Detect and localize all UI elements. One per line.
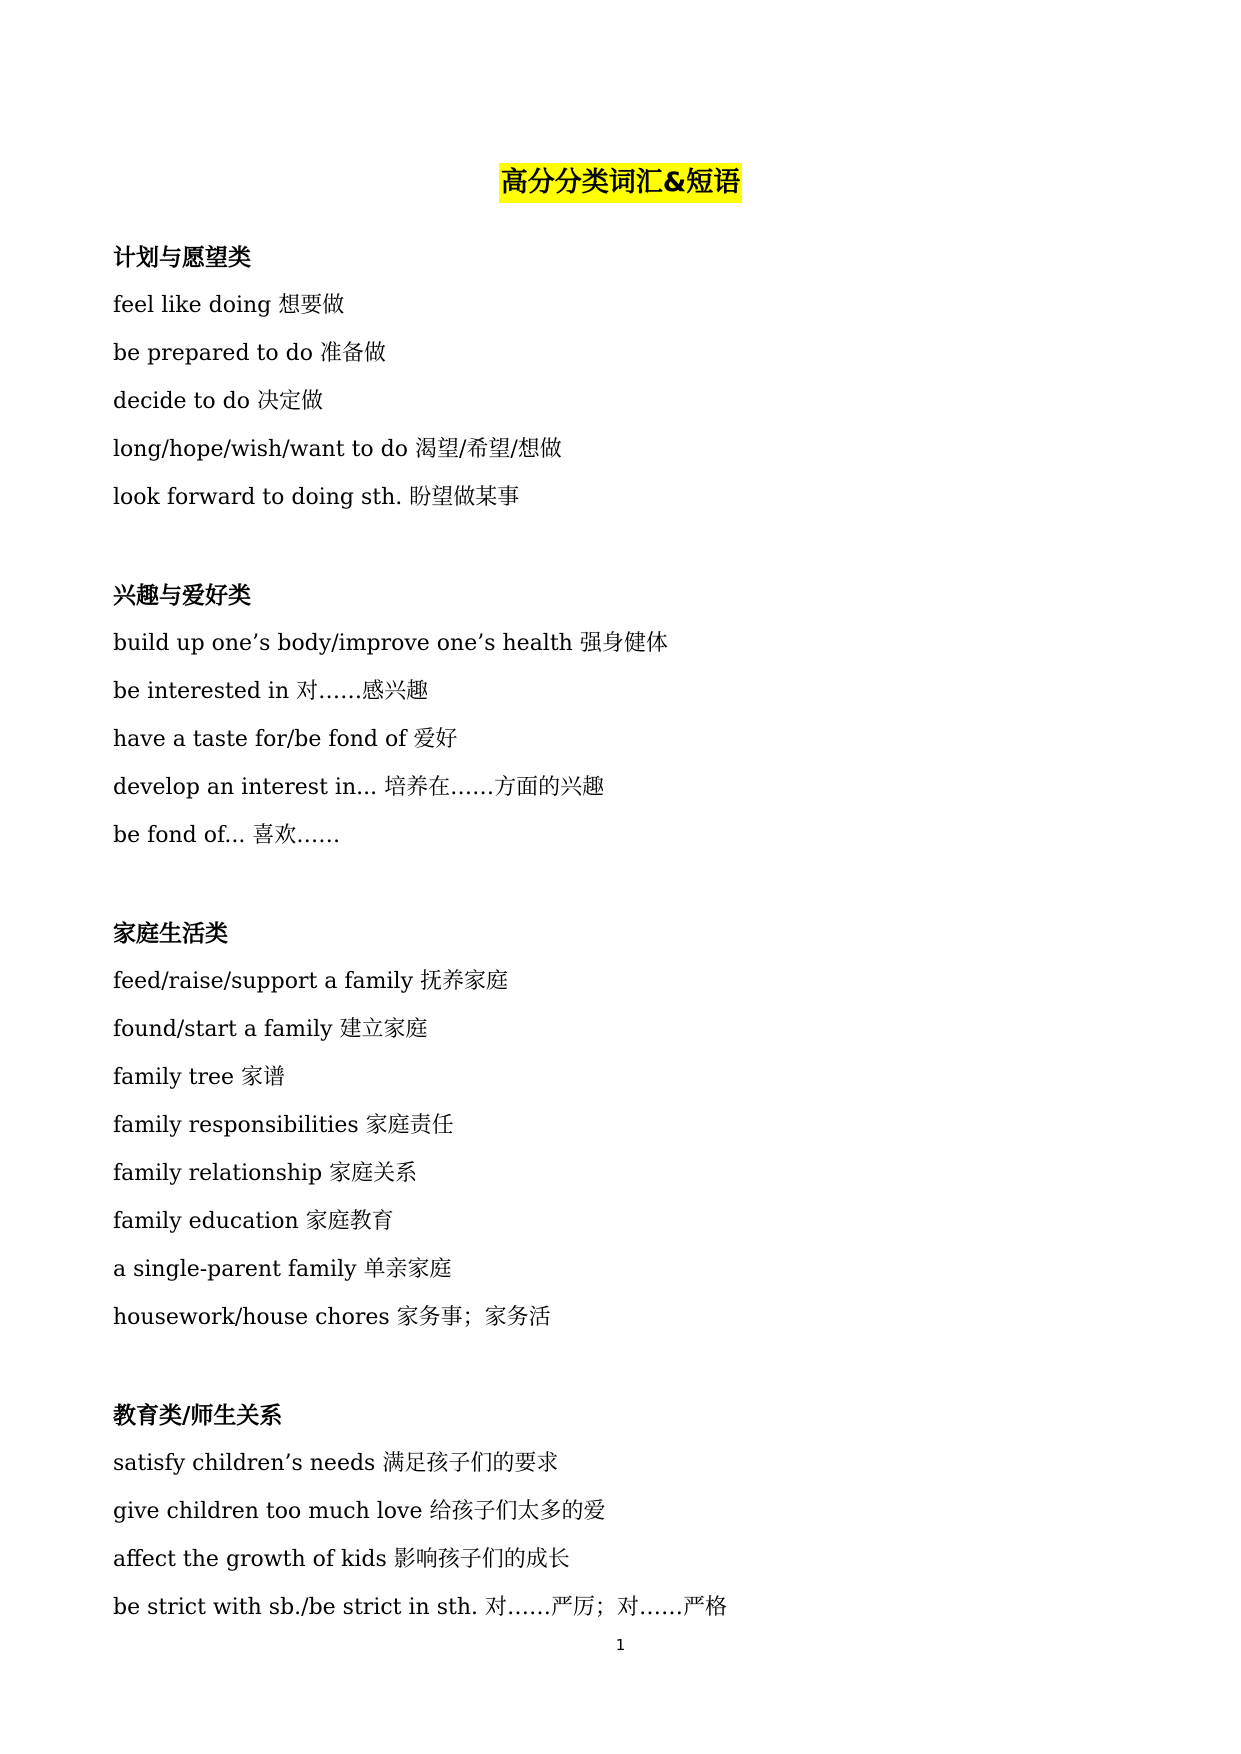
phrase-entry: be fond of... 喜欢…… <box>113 823 341 848</box>
section-interests-hobbies <box>113 572 1143 860</box>
phrase-entry: family tree 家谱 <box>113 1065 286 1090</box>
phrase-entry: family responsibilities 家庭责任 <box>113 1113 454 1138</box>
phrase-entry: family relationship 家庭关系 <box>113 1161 418 1186</box>
section-heading: 教育类/师生关系 <box>113 1403 283 1429</box>
section-family-life <box>113 910 1143 1342</box>
section-heading: 兴趣与爱好类 <box>113 583 251 609</box>
phrase-entry: look forward to doing sth. 盼望做某事 <box>113 485 520 510</box>
phrase-entry: build up one’s body/improve one’s health 强身健体 <box>113 631 668 656</box>
phrase-entry: feed/raise/support a family 抚养家庭 <box>113 969 509 994</box>
phrase-entry: be interested in 对……感兴趣 <box>113 679 429 704</box>
page-title: 高分分类词汇&短语 <box>499 163 743 203</box>
phrase-entry: affect the growth of kids 影响孩子们的成长 <box>113 1547 570 1572</box>
section-education <box>113 1392 1143 1632</box>
phrase-entry: decide to do 决定做 <box>113 389 323 414</box>
phrase-entry: be prepared to do 准备做 <box>113 341 386 366</box>
phrase-entry: develop an interest in... 培养在……方面的兴趣 <box>113 775 605 800</box>
phrase-entry: housework/house chores 家务事；家务活 <box>113 1305 551 1330</box>
section-plans-wishes <box>113 234 1143 522</box>
phrase-entry: have a taste for/be fond of 爱好 <box>113 727 458 752</box>
phrase-entry: satisfy children’s needs 满足孩子们的要求 <box>113 1451 559 1476</box>
section-heading: 家庭生活类 <box>113 921 228 947</box>
phrase-entry: a single-parent family 单亲家庭 <box>113 1257 452 1282</box>
phrase-entry: be strict with sb./be strict in sth. 对……严厉；对……严格 <box>113 1595 728 1620</box>
vocabulary-content <box>113 234 1143 1682</box>
phrase-entry: give children too much love 给孩子们太多的爱 <box>113 1499 606 1524</box>
section-heading: 计划与愿望类 <box>113 245 251 271</box>
phrase-entry: long/hope/wish/want to do 渴望/希望/想做 <box>113 437 562 462</box>
title-container <box>0 163 1241 203</box>
phrase-entry: feel like doing 想要做 <box>113 293 345 318</box>
page-number: 1 <box>615 1636 626 1654</box>
phrase-entry: found/start a family 建立家庭 <box>113 1017 428 1042</box>
phrase-entry: family education 家庭教育 <box>113 1209 394 1234</box>
